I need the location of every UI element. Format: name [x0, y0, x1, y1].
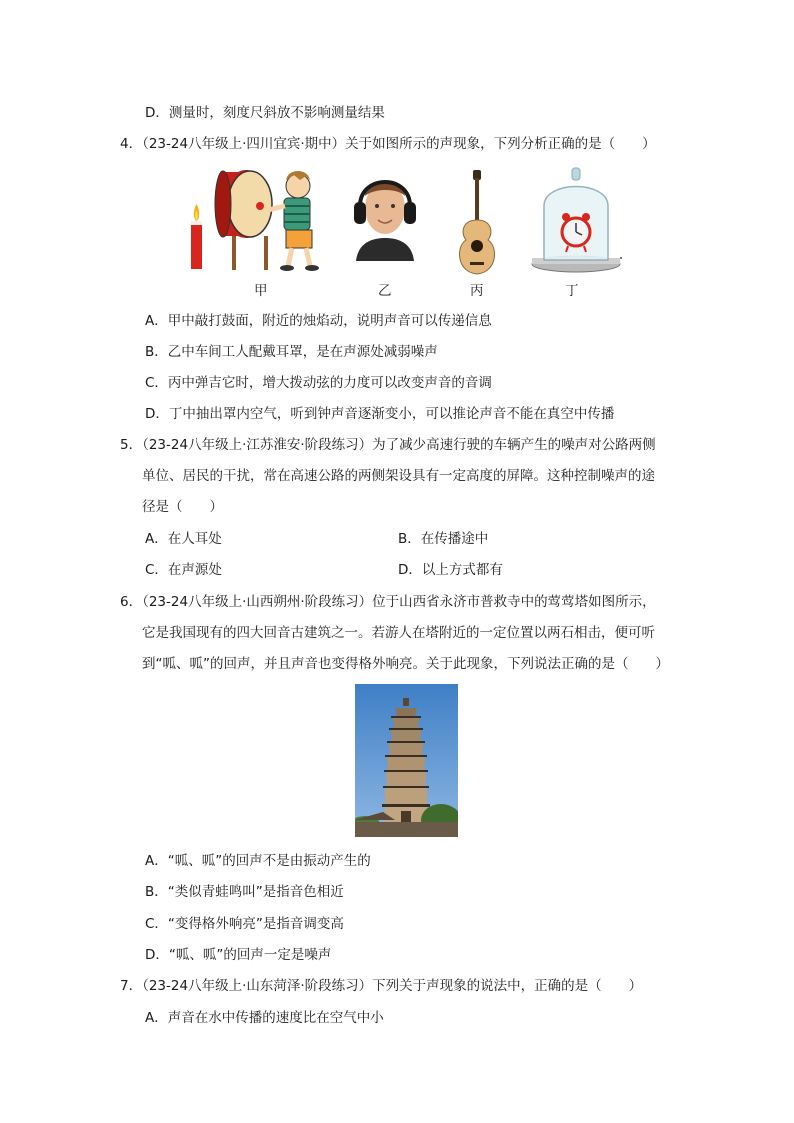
question-6-option-d: D．“呱、呱”的回声一定是噪声 — [145, 947, 332, 963]
option-d-prev: D．测量时，刻度尺斜放不影响测量结果 — [145, 105, 385, 121]
question-5-option-a: A．在人耳处 — [145, 531, 222, 547]
figure-caption-ding: 丁 — [565, 283, 579, 299]
headphones-man-icon — [348, 166, 422, 261]
question-4-option-d: D．丁中抽出罩内空气，听到钟声音逐渐变小，可以推论声音不能在真空中传播 — [145, 406, 615, 422]
question-6-stem-line3: 到“呱、呱”的回声，并且声音也变得格外响亮。关于此现象，下列说法正确的是（ ） — [142, 656, 669, 672]
question-6-stem-line2: 它是我国现有的四大回音古建筑之一。若游人在塔附近的一定位置以两石相击，便可听 — [142, 625, 655, 641]
question-5-option-d: D．以上方式都有 — [398, 562, 503, 578]
pagoda-photo — [355, 684, 458, 837]
candle-icon — [191, 204, 202, 269]
question-5-option-b: B．在传播途中 — [398, 531, 489, 547]
guitar-icon — [460, 170, 495, 274]
question-4-figures — [188, 166, 623, 278]
question-6-option-a: A．“呱、呱”的回声不是由振动产生的 — [145, 853, 371, 869]
question-6-option-c: C．“变得格外响亮”是指音调变高 — [145, 916, 344, 932]
question-4-option-c: C．丙中弹吉它时，增大拨动弦的力度可以改变声音的音调 — [145, 375, 492, 391]
boy-icon — [268, 171, 319, 271]
figure-caption-jia: 甲 — [254, 283, 268, 299]
question-4-option-b: B．乙中车间工人配戴耳罩，是在声源处减弱噪声 — [145, 344, 438, 360]
question-7-option-a: A．声音在水中传播的速度比在空气中小 — [145, 1010, 384, 1026]
question-4-stem: 4．（23-24八年级上·四川宜宾·期中）关于如图所示的声现象，下列分析正确的是（ ） — [120, 136, 656, 152]
question-5-stem-line2: 单位、居民的干扰，常在高速公路的两侧架设具有一定高度的屏障。这种控制噪声的途 — [142, 468, 655, 484]
question-4-option-a: A．甲中敲打鼓面，附近的烛焰动，说明声音可以传递信息 — [145, 313, 492, 329]
question-5-option-c: C．在声源处 — [145, 562, 222, 578]
question-5-stem-line1: 5．（23-24八年级上·江苏淮安·阶段练习）为了减少高速行驶的车辆产生的噪声对公路两侧 — [120, 437, 656, 453]
question-6-option-b: B．“类似青蛙鸣叫”是指音色相近 — [145, 884, 344, 900]
question-7-stem: 7．（23-24八年级上·山东菏泽·阶段练习）下列关于声现象的说法中，正确的是（ ） — [120, 978, 643, 994]
question-5-stem-line3: 径是（ ） — [142, 499, 223, 515]
drum-icon — [215, 170, 272, 270]
figure-caption-bing: 丙 — [470, 283, 484, 299]
question-6-stem-line1: 6．（23-24八年级上·山西朔州·阶段练习）位于山西省永济市普救寺中的莺莺塔如图所示， — [120, 594, 656, 610]
figure-caption-yi: 乙 — [378, 283, 392, 299]
bell-jar-icon — [532, 168, 622, 272]
